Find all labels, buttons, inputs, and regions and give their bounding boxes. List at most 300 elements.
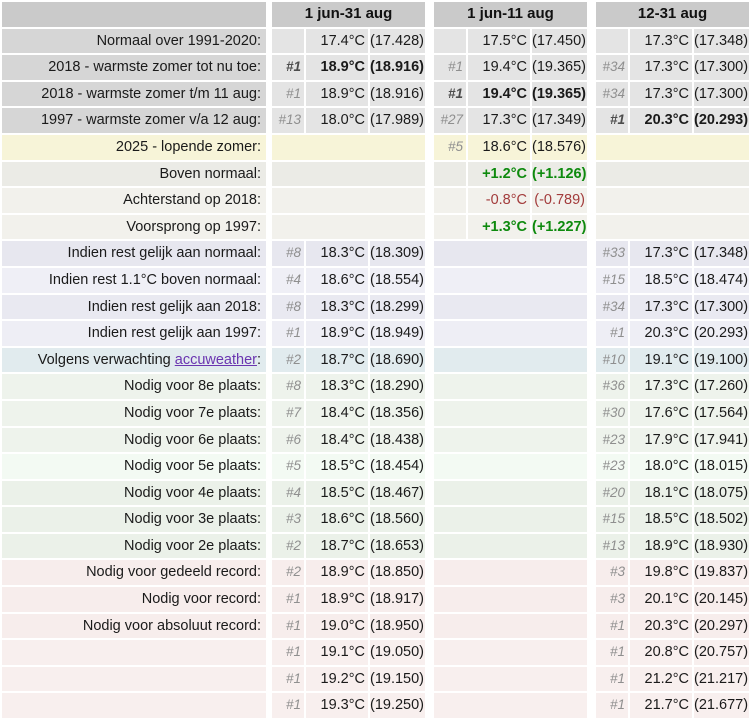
temperature-cell: 18.9°C — [630, 534, 692, 559]
temperature-cell: 17.6°C — [630, 401, 692, 426]
empty-period-cell — [596, 215, 749, 240]
temperature-cell: 18.9°C — [306, 82, 368, 107]
rank-cell: #1 — [272, 82, 304, 107]
column-gap — [427, 135, 432, 160]
column-gap — [589, 268, 594, 293]
column-gap — [427, 507, 432, 532]
column-gap — [589, 534, 594, 559]
column-gap — [589, 321, 594, 346]
decimal-cell: (18.653) — [370, 534, 425, 559]
column-gap — [268, 295, 270, 320]
column-gap — [268, 507, 270, 532]
column-gap — [268, 82, 270, 107]
empty-period-cell — [272, 188, 425, 213]
column-gap — [268, 614, 270, 639]
column-gap — [427, 295, 432, 320]
decimal-cell: (20.293) — [694, 108, 749, 133]
rank-cell: #7 — [272, 401, 304, 426]
decimal-cell: (19.837) — [694, 560, 749, 585]
column-gap — [427, 82, 432, 107]
temperature-cell: 18.9°C — [306, 55, 368, 80]
table-row — [2, 428, 749, 453]
column-gap — [268, 321, 270, 346]
decimal-cell: (19.100) — [694, 348, 749, 373]
table-row — [2, 693, 749, 718]
table-row — [2, 188, 749, 213]
temperature-cell: +1.2°C — [468, 162, 530, 187]
decimal-cell: (17.564) — [694, 401, 749, 426]
decimal-cell: (21.677) — [694, 693, 749, 718]
temperature-cell: 18.1°C — [630, 481, 692, 506]
rank-cell — [272, 29, 304, 54]
row-label-cell: Nodig voor 3e plaats: — [2, 507, 266, 532]
temperature-cell: 20.3°C — [630, 614, 692, 639]
temperature-cell: 18.5°C — [630, 268, 692, 293]
column-gap — [268, 188, 270, 213]
column-gap — [589, 693, 594, 718]
column-gap — [427, 268, 432, 293]
header-row — [2, 2, 749, 27]
column-gap — [589, 295, 594, 320]
table-row — [2, 374, 749, 399]
temperature-cell: 19.0°C — [306, 614, 368, 639]
rank-cell: #34 — [596, 55, 628, 80]
column-gap — [427, 348, 432, 373]
empty-period-cell — [434, 401, 587, 426]
decimal-cell: (18.299) — [370, 295, 425, 320]
table-row — [2, 640, 749, 665]
row-label-cell: Nodig voor 4e plaats: — [2, 481, 266, 506]
decimal-cell: (19.050) — [370, 640, 425, 665]
table-row — [2, 82, 749, 107]
row-label-cell — [2, 640, 266, 665]
rank-cell — [434, 162, 466, 187]
row-label-cell: Nodig voor 7e plaats: — [2, 401, 266, 426]
temperature-cell: 18.7°C — [306, 534, 368, 559]
rank-cell: #6 — [272, 428, 304, 453]
empty-period-cell — [272, 215, 425, 240]
column-gap — [268, 215, 270, 240]
column-gap — [268, 55, 270, 80]
empty-period-cell — [434, 507, 587, 532]
column-gap — [427, 587, 432, 612]
table-row — [2, 560, 749, 585]
table-row — [2, 29, 749, 54]
temperature-cell: 18.9°C — [306, 560, 368, 585]
column-gap — [589, 560, 594, 585]
empty-period-cell — [434, 560, 587, 585]
column-gap — [268, 640, 270, 665]
rank-cell: #3 — [272, 507, 304, 532]
rank-cell: #1 — [272, 614, 304, 639]
column-gap — [427, 428, 432, 453]
column-gap — [268, 29, 270, 54]
rank-cell — [434, 215, 466, 240]
decimal-cell: (18.576) — [532, 135, 587, 160]
decimal-cell: (18.950) — [370, 614, 425, 639]
temperature-cell: 18.5°C — [306, 481, 368, 506]
rank-cell: #3 — [596, 587, 628, 612]
rank-cell: #34 — [596, 295, 628, 320]
temperature-cell: 20.8°C — [630, 640, 692, 665]
row-label-cell: Normaal over 1991-2020: — [2, 29, 266, 54]
table-row — [2, 587, 749, 612]
decimal-cell: (17.300) — [694, 82, 749, 107]
temperature-cell: 18.9°C — [306, 587, 368, 612]
table-row — [2, 268, 749, 293]
row-label-cell: Nodig voor 2e plaats: — [2, 534, 266, 559]
temperature-cell: 17.3°C — [630, 295, 692, 320]
empty-period-cell — [596, 188, 749, 213]
column-gap — [268, 2, 270, 27]
decimal-cell: (+1.227) — [532, 215, 587, 240]
row-label-cell: Voorsprong op 1997: — [2, 215, 266, 240]
decimal-cell: (+1.126) — [532, 162, 587, 187]
corner-header-cell — [2, 2, 266, 27]
column-gap — [427, 162, 432, 187]
decimal-cell: (18.438) — [370, 428, 425, 453]
empty-period-cell — [272, 162, 425, 187]
column-gap — [589, 454, 594, 479]
column-gap — [427, 374, 432, 399]
column-gap — [427, 215, 432, 240]
column-gap — [268, 534, 270, 559]
temperature-cell: 19.1°C — [630, 348, 692, 373]
column-group-header-aug12-31: 12-31 aug — [596, 2, 749, 27]
temperature-cell: 18.0°C — [630, 454, 692, 479]
column-gap — [427, 454, 432, 479]
table-row — [2, 481, 749, 506]
column-gap — [589, 135, 594, 160]
table-row — [2, 135, 749, 160]
decimal-cell: (17.348) — [694, 29, 749, 54]
row-label-cell: Nodig voor gedeeld record: — [2, 560, 266, 585]
column-gap — [268, 374, 270, 399]
column-gap — [268, 135, 270, 160]
row-label-cell: Nodig voor 5e plaats: — [2, 454, 266, 479]
table-row — [2, 241, 749, 266]
rank-cell: #5 — [272, 454, 304, 479]
rank-cell: #4 — [272, 268, 304, 293]
temperature-cell: 17.9°C — [630, 428, 692, 453]
column-gap — [589, 215, 594, 240]
column-gap — [427, 401, 432, 426]
empty-period-cell — [434, 454, 587, 479]
temperature-cell: 17.3°C — [630, 241, 692, 266]
rank-cell — [596, 29, 628, 54]
temperature-cell: 20.3°C — [630, 108, 692, 133]
temperature-cell: 17.5°C — [468, 29, 530, 54]
temperature-cell: 20.1°C — [630, 587, 692, 612]
decimal-cell: (18.560) — [370, 507, 425, 532]
decimal-cell: (18.474) — [694, 268, 749, 293]
table-row — [2, 401, 749, 426]
decimal-cell: (18.690) — [370, 348, 425, 373]
empty-period-cell — [434, 481, 587, 506]
decimal-cell: (17.428) — [370, 29, 425, 54]
table-row — [2, 534, 749, 559]
rank-cell: #1 — [596, 614, 628, 639]
column-gap — [589, 481, 594, 506]
rank-cell: #13 — [596, 534, 628, 559]
rank-cell: #30 — [596, 401, 628, 426]
column-gap — [427, 241, 432, 266]
column-gap — [268, 454, 270, 479]
rank-cell: #15 — [596, 507, 628, 532]
rank-cell: #8 — [272, 374, 304, 399]
column-gap — [589, 428, 594, 453]
column-gap — [268, 401, 270, 426]
decimal-cell: (18.916) — [370, 55, 425, 80]
decimal-cell: (20.293) — [694, 321, 749, 346]
decimal-cell: (17.349) — [532, 108, 587, 133]
rank-cell: #36 — [596, 374, 628, 399]
row-label-cell: 2018 - warmste zomer tot nu toe: — [2, 55, 266, 80]
rank-cell: #34 — [596, 82, 628, 107]
decimal-cell: (19.250) — [370, 693, 425, 718]
column-gap — [589, 374, 594, 399]
rank-cell: #4 — [272, 481, 304, 506]
table-body — [2, 29, 749, 718]
rank-cell: #1 — [596, 667, 628, 692]
column-gap — [268, 162, 270, 187]
column-gap — [268, 241, 270, 266]
rank-cell: #8 — [272, 295, 304, 320]
column-gap — [589, 614, 594, 639]
rank-cell: #1 — [596, 693, 628, 718]
accuweather-link[interactable]: accuweather — [174, 351, 257, 368]
decimal-cell: (19.365) — [532, 82, 587, 107]
temperature-cell: 19.4°C — [468, 55, 530, 80]
column-gap — [268, 560, 270, 585]
table-row — [2, 667, 749, 692]
column-gap — [589, 241, 594, 266]
decimal-cell: (20.757) — [694, 640, 749, 665]
table-row — [2, 321, 749, 346]
column-gap — [589, 587, 594, 612]
row-label-cell: 2025 - lopende zomer: — [2, 135, 266, 160]
temperature-cell: 18.7°C — [306, 348, 368, 373]
empty-period-cell — [434, 640, 587, 665]
row-label-text: : — [256, 351, 261, 368]
temperature-cell: 19.2°C — [306, 667, 368, 692]
column-gap — [427, 55, 432, 80]
decimal-cell: (18.015) — [694, 454, 749, 479]
empty-period-cell — [596, 162, 749, 187]
decimal-cell: (18.850) — [370, 560, 425, 585]
temperature-cell: 18.6°C — [468, 135, 530, 160]
column-gap — [589, 188, 594, 213]
decimal-cell: (17.260) — [694, 374, 749, 399]
temperature-cell: 18.4°C — [306, 401, 368, 426]
rank-cell: #13 — [272, 108, 304, 133]
temperature-cell: 17.3°C — [630, 55, 692, 80]
temperature-cell: 19.8°C — [630, 560, 692, 585]
temperature-cell: 18.5°C — [306, 454, 368, 479]
decimal-cell: (-0.789) — [532, 188, 587, 213]
empty-period-cell — [434, 667, 587, 692]
empty-period-cell — [434, 614, 587, 639]
column-gap — [427, 640, 432, 665]
row-label-cell: Nodig voor record: — [2, 587, 266, 612]
row-label-cell: Indien rest gelijk aan normaal: — [2, 241, 266, 266]
column-gap — [427, 614, 432, 639]
decimal-cell: (18.467) — [370, 481, 425, 506]
decimal-cell: (17.989) — [370, 108, 425, 133]
column-gap — [589, 667, 594, 692]
empty-period-cell — [434, 587, 587, 612]
column-gap — [427, 188, 432, 213]
temperature-cell: 20.3°C — [630, 321, 692, 346]
decimal-cell: (18.309) — [370, 241, 425, 266]
column-gap — [268, 268, 270, 293]
row-label-cell: 1997 - warmste zomer v/a 12 aug: — [2, 108, 266, 133]
rank-cell: #2 — [272, 534, 304, 559]
empty-period-cell — [434, 374, 587, 399]
row-label-cell — [2, 348, 266, 373]
row-label-cell: Achterstand op 2018: — [2, 188, 266, 213]
temperature-cell: 17.3°C — [630, 82, 692, 107]
column-gap — [589, 348, 594, 373]
table-row — [2, 162, 749, 187]
empty-period-cell — [434, 348, 587, 373]
rank-cell: #1 — [272, 321, 304, 346]
column-gap — [427, 321, 432, 346]
empty-period-cell — [434, 241, 587, 266]
rank-cell: #1 — [272, 667, 304, 692]
row-label-cell — [2, 667, 266, 692]
decimal-cell: (19.150) — [370, 667, 425, 692]
table-row — [2, 507, 749, 532]
temperature-cell: 18.6°C — [306, 507, 368, 532]
column-gap — [589, 507, 594, 532]
decimal-cell: (18.554) — [370, 268, 425, 293]
table-row — [2, 108, 749, 133]
temperature-cell: 18.6°C — [306, 268, 368, 293]
column-gap — [427, 534, 432, 559]
decimal-cell: (17.941) — [694, 428, 749, 453]
temperature-cell: 18.0°C — [306, 108, 368, 133]
rank-cell: #10 — [596, 348, 628, 373]
table-row — [2, 215, 749, 240]
rank-cell: #2 — [272, 560, 304, 585]
empty-period-cell — [434, 693, 587, 718]
row-label-cell: Indien rest 1.1°C boven normaal: — [2, 268, 266, 293]
temperature-cell: 19.4°C — [468, 82, 530, 107]
column-gap — [427, 693, 432, 718]
decimal-cell: (21.217) — [694, 667, 749, 692]
row-label-cell: 2018 - warmste zomer t/m 11 aug: — [2, 82, 266, 107]
rank-cell: #1 — [272, 587, 304, 612]
column-gap — [589, 82, 594, 107]
temperature-cell: 17.3°C — [630, 374, 692, 399]
decimal-cell: (18.356) — [370, 401, 425, 426]
temperature-cell: 19.1°C — [306, 640, 368, 665]
rank-cell: #33 — [596, 241, 628, 266]
column-gap — [268, 587, 270, 612]
empty-period-cell — [434, 428, 587, 453]
decimal-cell: (20.145) — [694, 587, 749, 612]
rank-cell: #1 — [596, 321, 628, 346]
empty-period-cell — [434, 534, 587, 559]
rank-cell: #1 — [434, 55, 466, 80]
column-gap — [427, 108, 432, 133]
rank-cell: #23 — [596, 454, 628, 479]
rank-cell: #3 — [596, 560, 628, 585]
empty-period-cell — [434, 268, 587, 293]
rank-cell — [434, 188, 466, 213]
row-label-cell: Nodig voor 8e plaats: — [2, 374, 266, 399]
decimal-cell: (18.930) — [694, 534, 749, 559]
rank-cell: #1 — [272, 55, 304, 80]
column-gap — [427, 481, 432, 506]
column-gap — [268, 108, 270, 133]
column-group-header-jun1-aug31: 1 jun-31 aug — [272, 2, 425, 27]
row-label-cell — [2, 693, 266, 718]
temperature-cell: 18.3°C — [306, 241, 368, 266]
decimal-cell: (18.949) — [370, 321, 425, 346]
column-gap — [268, 481, 270, 506]
decimal-cell: (18.916) — [370, 82, 425, 107]
column-gap — [589, 29, 594, 54]
temperature-cell: 18.3°C — [306, 374, 368, 399]
rank-cell: #1 — [434, 82, 466, 107]
column-gap — [589, 2, 594, 27]
decimal-cell: (18.290) — [370, 374, 425, 399]
temperature-cell: 17.3°C — [630, 29, 692, 54]
decimal-cell: (19.365) — [532, 55, 587, 80]
column-gap — [589, 108, 594, 133]
column-gap — [268, 348, 270, 373]
empty-period-cell — [596, 135, 749, 160]
rank-cell: #2 — [272, 348, 304, 373]
row-label-cell: Nodig voor absoluut record: — [2, 614, 266, 639]
column-gap — [589, 640, 594, 665]
rank-cell — [434, 29, 466, 54]
rank-cell: #8 — [272, 241, 304, 266]
column-gap — [427, 560, 432, 585]
rank-cell: #1 — [272, 693, 304, 718]
empty-period-cell — [272, 135, 425, 160]
table-row — [2, 614, 749, 639]
column-gap — [268, 428, 270, 453]
column-gap — [268, 667, 270, 692]
column-gap — [589, 401, 594, 426]
rank-cell: #20 — [596, 481, 628, 506]
temperature-cell: 18.4°C — [306, 428, 368, 453]
rank-cell: #1 — [272, 640, 304, 665]
temperature-cell: 18.9°C — [306, 321, 368, 346]
rank-cell: #23 — [596, 428, 628, 453]
column-gap — [427, 667, 432, 692]
rank-cell: #15 — [596, 268, 628, 293]
table-row — [2, 348, 749, 373]
decimal-cell: (18.075) — [694, 481, 749, 506]
decimal-cell: (20.297) — [694, 614, 749, 639]
rank-cell: #1 — [596, 108, 628, 133]
rank-cell: #5 — [434, 135, 466, 160]
rank-cell: #1 — [596, 640, 628, 665]
empty-period-cell — [434, 295, 587, 320]
temperature-cell: +1.3°C — [468, 215, 530, 240]
column-gap — [427, 29, 432, 54]
column-gap — [427, 2, 432, 27]
temperature-cell: 19.3°C — [306, 693, 368, 718]
column-gap — [268, 693, 270, 718]
decimal-cell: (17.300) — [694, 55, 749, 80]
decimal-cell: (18.917) — [370, 587, 425, 612]
temperature-cell: 18.5°C — [630, 507, 692, 532]
